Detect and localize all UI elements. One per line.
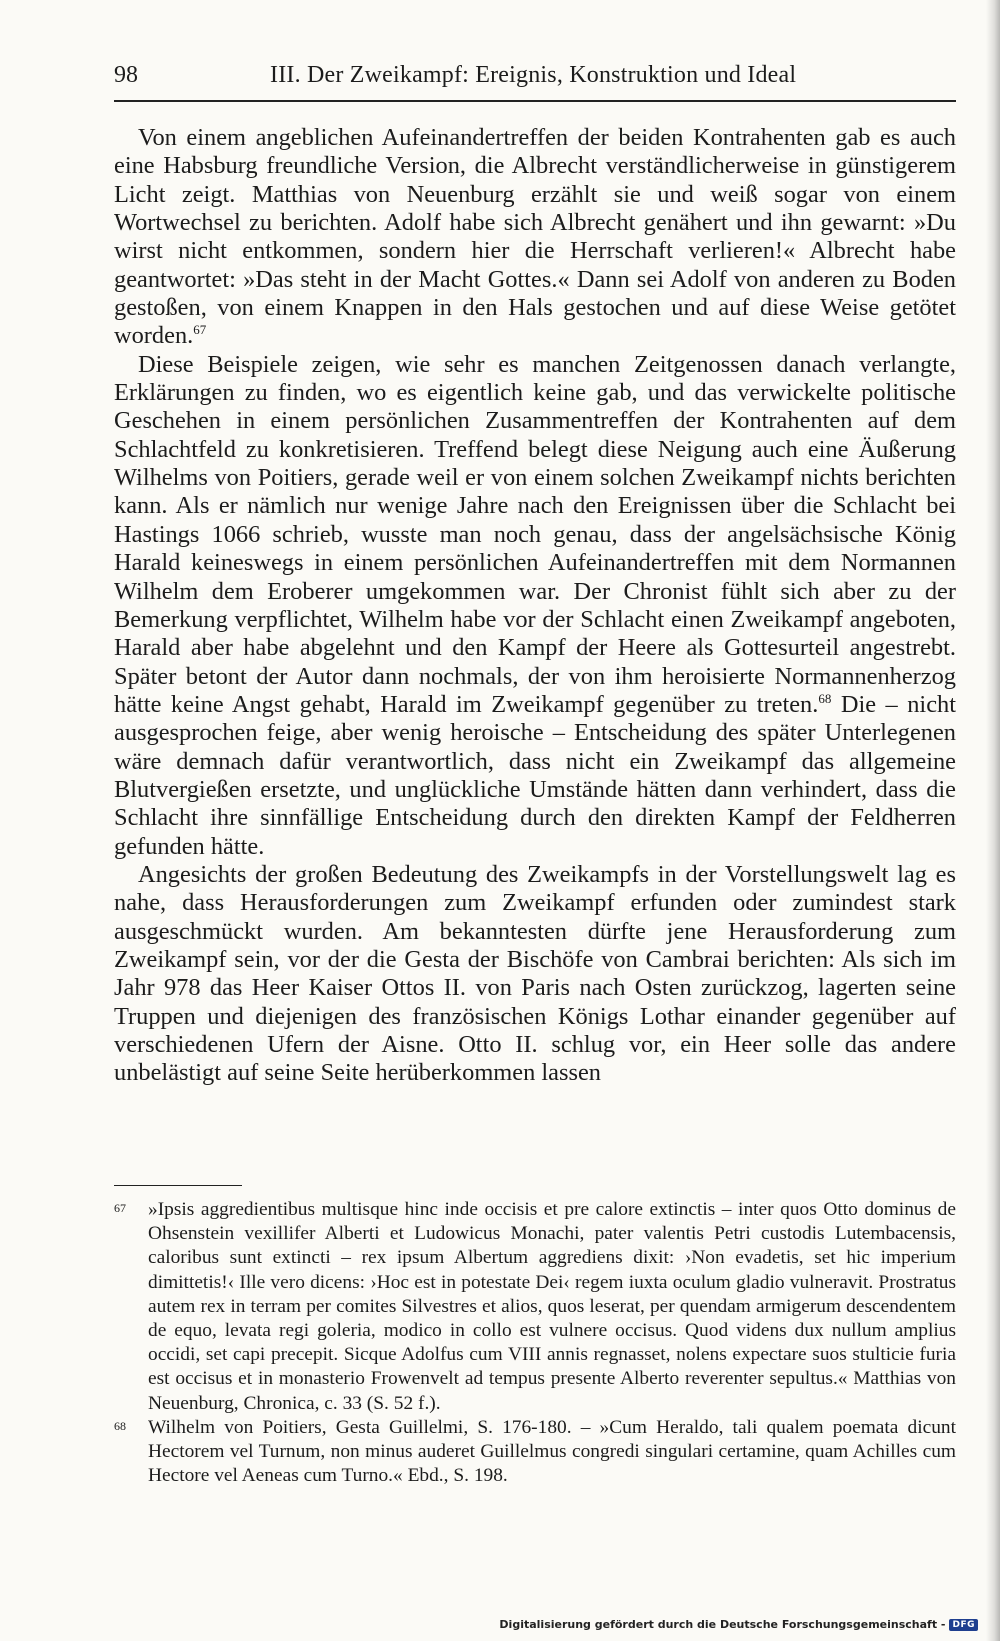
footnote-number: 67: [114, 1201, 126, 1215]
footnote-rule: [114, 1185, 242, 1186]
footnote: [114, 1198, 956, 1416]
footnote-text: »Ipsis aggredientibus multisque hinc inde occisis et pre calore extinctis – inter quos Otto dominus de Ohsenstein vexillifer Alberti et Ludowicus Monachi, pater valentis Petri custodis Lutembacensis, caloribus sunt extincti – rex ipsum Albertum aggrediens dixit: ›Non evadetis, set hic imperium dimittetis!‹ Ille vero dicens: ›Hoc est in potestate Dei‹ regem iuxta oculum gladio vulneravit. Prostratus autem rex in terram per comites Silvestres et alios, quos leserat, per quendam armigerum descendentem de equo, levata regi goleria, modico in collo est vulnere occisus. Quod videns dux nullum amplius occidi, set capi precepit. Sicque Adolfus cum VIII annis regnasset, nolens expectare suos stulticie furia est occisus et in monasterio Frowenvelt ad tempus presente Alberto reverenter sepultus.« Matthias von Neuenburg, Chronica, c. 33 (S. 52 f.).: [148, 1199, 956, 1414]
footnote-reference: 68: [818, 690, 832, 706]
footnote: [114, 1416, 956, 1489]
footnote-text: Wilhelm von Poitiers, Gesta Guillelmi, S. 176-180. – »Cum Heraldo, tali qualem poemata dicunt Hectorem vel Turnum, non minus auderet Guillelmus congredi singulari certamine, quam Achilles cum Hectore vel Aeneas cum Turno.« Ebd., S. 198.: [148, 1416, 956, 1487]
paragraph-text: Diese Beispiele zeigen, wie sehr es manchen Zeitgenossen danach verlangte, Erklärungen zu finden, wo es eigentlich keine gab, und das verwickelte politische Geschehen in einem persönlichen Zusammentreffen der Kontrahenten auf dem Schlachtfeld zu konkretisieren. Treffend belegt diese Neigung auch eine Äußerung Wilhelms von Poitiers, gerade weil er von einem solchen Zweikampf nichts berichten kann. Als er nämlich nur wenige Jahre nach den Ereignissen über die Schlacht bei Hastings 1066 schrieb, wusste man noch genau, dass der angelsächsische König Harald keineswegs in einem persönlichen Aufeinandertreffen mit dem Normannen Wilhelm dem Eroberer umgekommen war. Der Chronist fühlt sich aber zu der Bemerkung verpflichtet, Wilhelm habe vor der Schlacht einen Zweikampf angeboten, Harald aber habe abgelehnt und den Kampf der Heere als Gottesurteil angestrebt. Später betont der Autor dann nochmals, der von ihm heroisierte Normannenherzog hätte keine Angst gehabt, Harald im Zweikampf gegenüber zu treten.: [114, 350, 956, 718]
page-header: [114, 62, 956, 96]
page-edge-shadow: [986, 0, 1000, 1641]
paragraph-text-continued: Die – nicht ausgesprochen feige, aber wenig heroische – Entscheidung des später Unterlegenen wäre demnach dafür verantwortlich, dass nicht ein Zweikampf das allgemeine Blutvergießen ersetzte, und unglückliche Umstände hätten dann verhindert, dass die Schlacht ihre sinnfällige Entscheidung durch den direkten Kampf der Feldherren gefunden hätte.: [114, 690, 956, 860]
paragraph: [114, 861, 956, 1088]
page-number: 98: [114, 62, 138, 88]
header-rule: [114, 100, 956, 102]
paragraph-text: Von einem angeblichen Aufeinandertreffen der beiden Kontrahenten gab es auch eine Habsburg freundliche Version, die Albrecht verständlicherweise in günstigerem Licht zeigt. Matthias von Neuenburg erzählt sie und weiß sogar von einem Wortwechsel zu berichten. Adolf habe sich Albrecht genähert und ihn gewarnt: »Du wirst nicht entkommen, sondern hier die Herrschaft verlieren!« Albrecht habe geantwortet: »Das steht in der Macht Gottes.« Dann sei Adolf von anderen zu Boden gestoßen, von einem Knappen in den Hals gestochen und auf diese Weise getötet worden.: [114, 124, 956, 350]
footnote-reference: 67: [193, 322, 207, 338]
digitization-credit: [499, 1618, 978, 1631]
paragraph: [114, 351, 956, 861]
dfg-logo: DFG: [949, 1619, 978, 1631]
footnote-number: 68: [114, 1418, 126, 1433]
running-title: III. Der Zweikampf: Ereignis, Konstruktion und Ideal: [270, 62, 797, 88]
paragraph: [114, 124, 956, 351]
footnotes: [114, 1198, 956, 1488]
paragraph-text: Angesichts der großen Bedeutung des Zweikampfs in der Vorstellungswelt lag es nahe, dass Herausforderungen zum Zweikampf erfunden oder zumindest stark ausgeschmückt wurden. Am bekanntesten dürfte jene Herausforderung zum Zweikampf sein, vor der die Gesta der Bischöfe von Cambrai berichten: Als sich im Jahr 978 das Heer Kaiser Ottos II. von Paris nach Osten zurückzog, lagerten seine Truppen und diejenigen des französischen Königs Lothar einander gegenüber auf verschiedenen Ufern der Aisne. Otto II. schlug vor, ein Heer solle das andere unbelästigt auf seine Seite herüberkommen lassen: [114, 860, 956, 1087]
digitization-credit-text: Digitalisierung gefördert durch die Deutsche Forschungsgemeinschaft -: [499, 1618, 946, 1631]
body-text: [114, 124, 956, 1088]
